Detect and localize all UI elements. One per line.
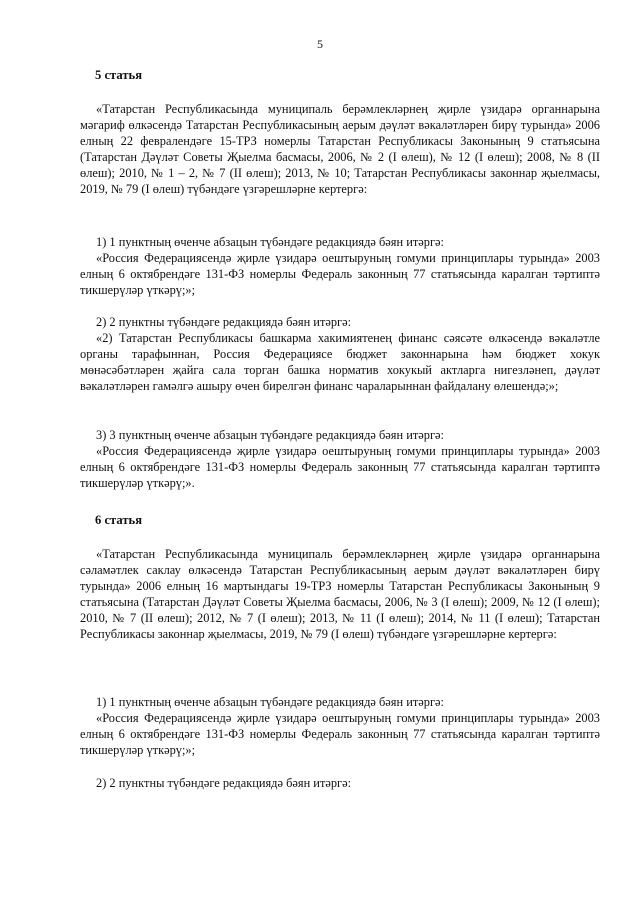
article-5-item-3-text: «Россия Федерациясендә җирле үзидарә оештыруның гомуми принциплары турында» 2003 елның 6 октябрендәге 131-ФЗ номерлы Федераль законның 77 статьясында каралган тәртиптә тикшерүләр үткәрү;». [80, 444, 600, 491]
article-6-heading: 6 статья [95, 513, 143, 527]
article-5-item-1: 1) 1 пунктның өченче абзацын түбәндәге редакциядә бәян итәргә: [96, 235, 444, 249]
article-5-item-2: 2) 2 пунктны түбәндәге редакциядә бәян итәргә: [96, 315, 352, 329]
article-6-item-1-text: «Россия Федерациясендә җирле үзидарә оештыруның гомуми принциплары турында» 2003 елның 6 октябрендәге 131-ФЗ номерлы Федераль законның 77 статьясында каралган тәртиптә тикшерүләр үткәрү;»; [80, 711, 600, 758]
article-6-item-2: 2) 2 пунктны түбәндәге редакциядә бәян итәргә: [96, 776, 352, 790]
article-5-item-3: 3) 3 пунктның өченче абзацын түбәндәге редакциядә бәян итәргә: [96, 428, 444, 442]
article-6-item-1: 1) 1 пунктның өченче абзацын түбәндәге редакциядә бәян итәргә: [96, 695, 444, 709]
article-5-item-1-text: «Россия Федерациясендә җирле үзидарә оештыруның гомуми принциплары турында» 2003 елның 6 октябрендәге 131-ФЗ номерлы Федераль законның 77 статьясында каралган тәртиптә тикшерүләр үткәрү;»; [80, 251, 600, 298]
article-5-item-2-text: «2) Татарстан Республикасы башкарма хакимиятенең финанс сәясәте өлкәсендә вәкаләтле органы тарафыннан, Россия Федерациясе бюджет законнарына һәм бюджет хокук мөнәсәбәтләрен җайга сала торган башка норматив хокукый актларга нигезләнеп, дәүләт вәкаләтләрен гамәлгә ашыру өчен бирелгән финанс чараларыннан файдалану өлешендә;»; [80, 331, 600, 394]
article-6-intro: «Татарстан Республикасында муниципаль берәмлекләрнең җирле үзидарә органнарына сәламәтлек саклау өлкәсендә Татарстан Республикасының аерым дәүләт вәкаләтләрен бирү турында» 2006 елның 16 мартындагы 19-ТРЗ номерлы Татарстан Республикасы Законының 9 статьясына (Татарстан Дәүләт Советы Җыелма басмасы, 2006, № 3 (I өлеш); 2009, № 12 (I өлеш); 2010, № 7 (II өлеш); 2012, № 7 (I өлеш); 2013, № 11 (I өлеш); 2014, № 11 (I өлеш); Татарстан Республикасы законнар җыелмасы, 2019, № 79 (I өлеш) түбәндәге үзгәрешләрне кертергә: [80, 547, 600, 642]
article-5-heading: 5 статья [95, 68, 143, 82]
page-number: 5 [317, 37, 323, 51]
article-5-intro: «Татарстан Республикасында муниципаль берәмлекләрнең җирле үзидарә органнарына мәгариф өлкәсендә Татарстан Республикасының аерым дәүләт вәкаләтләрен бирү турында» 2006 елның 22 февралендәге 15-ТРЗ номерлы Татарстан Республикасы Законының 9 статьясына (Татарстан Дәүләт Советы Җыелма басмасы, 2006, № 2 (I өлеш), № 12 (I өлеш); 2008, № 8 (II өлеш); 2010, № 1 – 2, № 7 (II өлеш); 2013, № 10; Татарстан Республикасы законнар җыелмасы, 2019, № 79 (I өлеш) түбәндәге үзгәрешләрне кертергә: [80, 102, 600, 197]
